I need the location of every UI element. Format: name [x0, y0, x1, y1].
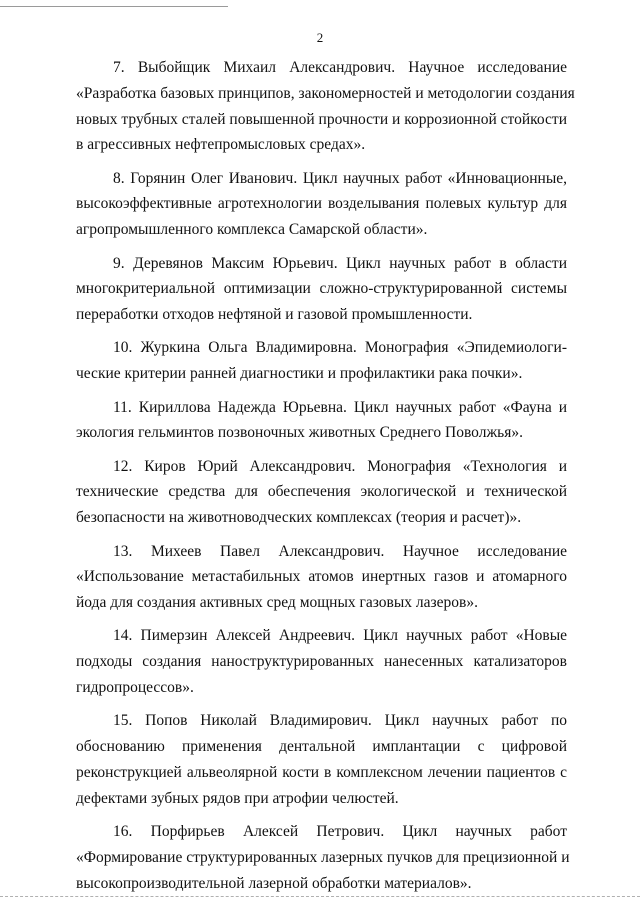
- text-line: «Формирование структурированных лазерных пучков для прецизионной и: [76, 848, 570, 866]
- text-line: агропромышленного комплекса Самарской области».: [76, 221, 428, 239]
- text-line: обоснованию применения дентальной имплантации с цифровой: [76, 738, 567, 756]
- list-item-paragraph: [76, 395, 567, 447]
- text-line: новых трубных сталей повышенной прочности и коррозионной стойкости: [76, 110, 567, 128]
- text-line: экология гельминтов позвоночных животных Среднего Поволжья».: [76, 424, 523, 442]
- text-line: «Разработка базовых принципов, закономерностей и методологии создания: [76, 84, 575, 102]
- text-line: многокритериальной оптимизации сложно-структурированной системы: [76, 280, 567, 298]
- text-line: 9. Деревянов Максим Юрьевич. Цикл научных работ в области: [113, 254, 567, 272]
- text-line: 14. Пимерзин Алексей Андреевич. Цикл научных работ «Новые: [113, 627, 567, 645]
- text-line: ческие критерии ранней диагностики и профилактики рака почки».: [76, 365, 523, 383]
- text-line: 16. Порфирьев Алексей Петрович. Цикл научных работ: [113, 823, 567, 841]
- list-item-paragraph: [76, 251, 567, 328]
- text-line: гидропроцессов».: [76, 679, 194, 697]
- list-item-paragraph: [76, 539, 567, 616]
- text-line: высокоэффективные агротехнологии возделывания полевых культур для: [76, 195, 567, 213]
- text-line: дефектами зубных рядов при атрофии челюстей.: [76, 789, 399, 807]
- text-line: переработки отходов нефтяной и газовой промышленности.: [76, 306, 473, 324]
- scan-edge-line-top: [0, 6, 228, 7]
- text-line: 10. Журкина Ольга Владимировна. Монография «Эпидемиологи-: [113, 339, 567, 357]
- text-line: йода для создания активных сред мощных газовых лазеров».: [76, 594, 478, 612]
- scan-edge-line-bottom: [0, 896, 640, 897]
- list-item-paragraph: [76, 454, 567, 531]
- text-line: технические средства для обеспечения экологической и технической: [76, 483, 567, 501]
- text-line: 8. Горянин Олег Иванович. Цикл научных работ «Инновационные,: [113, 169, 567, 187]
- list-item-paragraph: [76, 708, 567, 811]
- list-item-paragraph: [76, 335, 567, 387]
- text-line: высокопроизводительной лазерной обработки материалов».: [76, 874, 472, 892]
- list-item-paragraph: [76, 166, 567, 243]
- text-line: подходы создания наноструктурированных нанесенных катализаторов: [76, 653, 567, 671]
- text-line: 15. Попов Николай Владимирович. Цикл научных работ по: [113, 712, 567, 730]
- list-item-paragraph: [76, 55, 575, 158]
- text-line: в агрессивных нефтепромысловых средах».: [76, 136, 366, 154]
- text-line: 12. Киров Юрий Александрович. Монография «Технология и: [113, 457, 567, 475]
- page-number: 2: [316, 30, 324, 45]
- text-line: 11. Кириллова Надежда Юрьевна. Цикл научных работ «Фауна и: [113, 398, 567, 416]
- text-line: реконструкцией альвеолярной кости в комплексном лечении пациентов с: [76, 763, 567, 781]
- text-line: 7. Выбойщик Михаил Александрович. Научное исследование: [113, 59, 567, 76]
- text-line: «Использование метастабильных атомов инертных газов и атомарного: [76, 568, 567, 586]
- text-line: 13. Михеев Павел Александрович. Научное исследование: [113, 542, 567, 560]
- text-line: безопасности на животноводческих комплексах (теория и расчет)».: [76, 509, 522, 527]
- document-body: [76, 55, 575, 904]
- list-item-paragraph: [76, 623, 567, 700]
- list-item-paragraph: [76, 819, 570, 896]
